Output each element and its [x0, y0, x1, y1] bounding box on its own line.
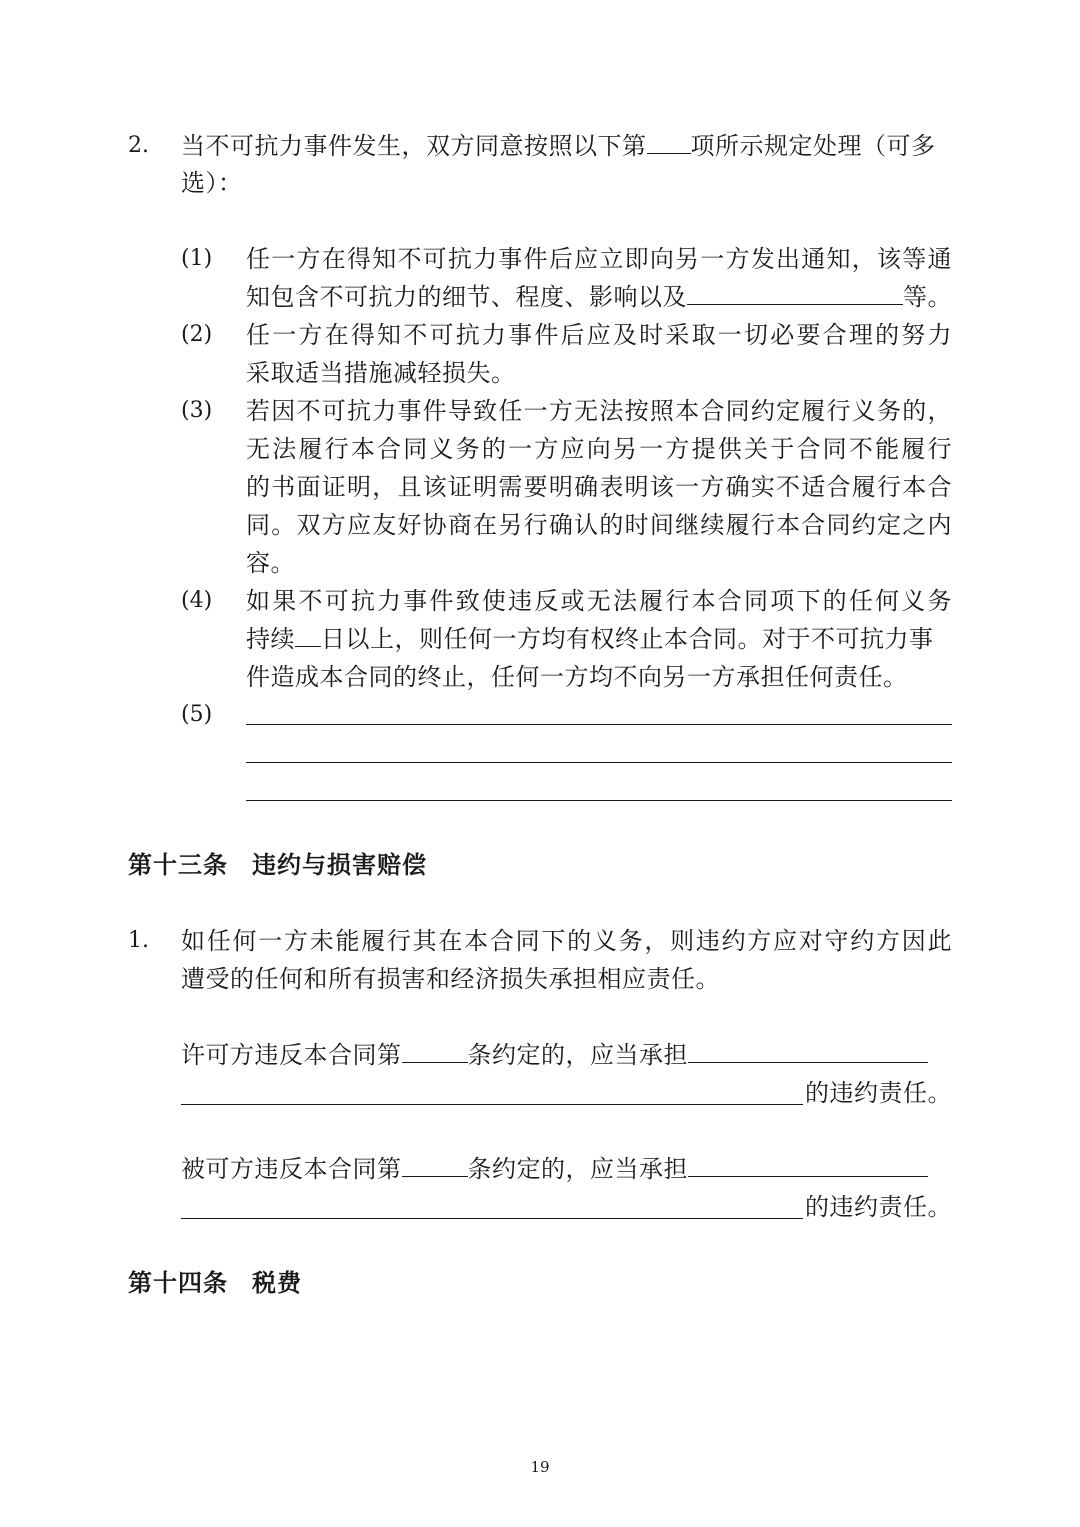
licensee-article-blank[interactable]: [402, 1152, 468, 1177]
fill-in-line[interactable]: [246, 762, 952, 763]
item-number: 2.: [128, 133, 149, 158]
licensee-liability-blank[interactable]: [688, 1152, 928, 1177]
licensor-liability-line[interactable]: [181, 1104, 803, 1105]
licensee-liability-line[interactable]: [181, 1218, 803, 1219]
licensor-breach-line1: 许可方违反本合同第 条约定的，应当承担: [181, 1036, 928, 1074]
sub-item-4-line3: 件造成本合同的终止，任何一方均不向另一方承担任何责任。: [246, 663, 908, 691]
article-14-heading: 第十四条 税费: [128, 1268, 302, 1297]
sub-item-4-line1: 如果不可抗力事件致使违反或无法履行本合同项下的任何义务: [246, 587, 952, 615]
page-number: 19: [530, 1458, 550, 1476]
sub-item-2-line1: 任一方在得知不可抗力事件后应及时采取一切必要合理的努力: [246, 321, 952, 349]
sub-item-3-line1: 若因不可抗力事件导致任一方无法按照本合同约定履行义务的，: [246, 397, 952, 425]
article-13-heading: 第十三条 违约与损害赔偿: [128, 850, 427, 879]
licensor-breach-end: 的违约责任。: [805, 1079, 952, 1107]
sub-item-label: (2): [181, 322, 213, 347]
licensor-article-blank[interactable]: [402, 1038, 468, 1063]
sub-item-3-line3: 的书面证明，且该证明需要明确表明该一方确实不适合履行本合: [246, 473, 952, 501]
sub-item-2-line2: 采取适当措施减轻损失。: [246, 359, 516, 387]
fill-in-line[interactable]: [246, 724, 952, 725]
item2-line1: 当不可抗力事件发生，双方同意按照以下第 项所示规定处理（可多: [181, 127, 936, 165]
sub-item-label: (1): [181, 246, 213, 271]
licensor-liability-blank[interactable]: [688, 1038, 928, 1063]
sub-item-3-line2: 无法履行本合同义务的一方应向另一方提供关于合同不能履行: [246, 435, 952, 463]
days-blank[interactable]: [295, 622, 321, 647]
licensee-breach-line1: 被可方违反本合同第 条约定的，应当承担: [181, 1150, 928, 1188]
sub-item-1-line2: 知包含不可抗力的细节、程度、影响以及 等。: [246, 278, 952, 316]
sub-item-1-line1: 任一方在得知不可抗力事件后应立即向另一方发出通知，该等通: [246, 245, 952, 273]
sub-item-4-line2: 持续 日以上，则任何一方均有权终止本合同。对于不可抗力事: [246, 620, 934, 658]
item2-line2: 选）：: [181, 169, 243, 197]
sub-item-label: (5): [181, 702, 213, 727]
details-blank[interactable]: [687, 280, 903, 305]
choice-blank[interactable]: [647, 129, 691, 154]
sub-item-label: (3): [181, 398, 213, 423]
sub-item-3-line5: 容。: [246, 549, 295, 577]
sub-item-label: (4): [181, 588, 213, 613]
sub-item-3-line4: 同。双方应友好协商在另行确认的时间继续履行本合同约定之内: [246, 511, 952, 539]
licensee-breach-end: 的违约责任。: [805, 1193, 952, 1221]
item-number: 1.: [128, 928, 149, 953]
fill-in-line[interactable]: [246, 800, 952, 801]
article-13-item1-line1: 如任何一方未能履行其在本合同下的义务，则违约方应对守约方因此: [181, 927, 952, 955]
article-13-item1-line2: 遭受的任何和所有损害和经济损失承担相应责任。: [181, 965, 720, 993]
